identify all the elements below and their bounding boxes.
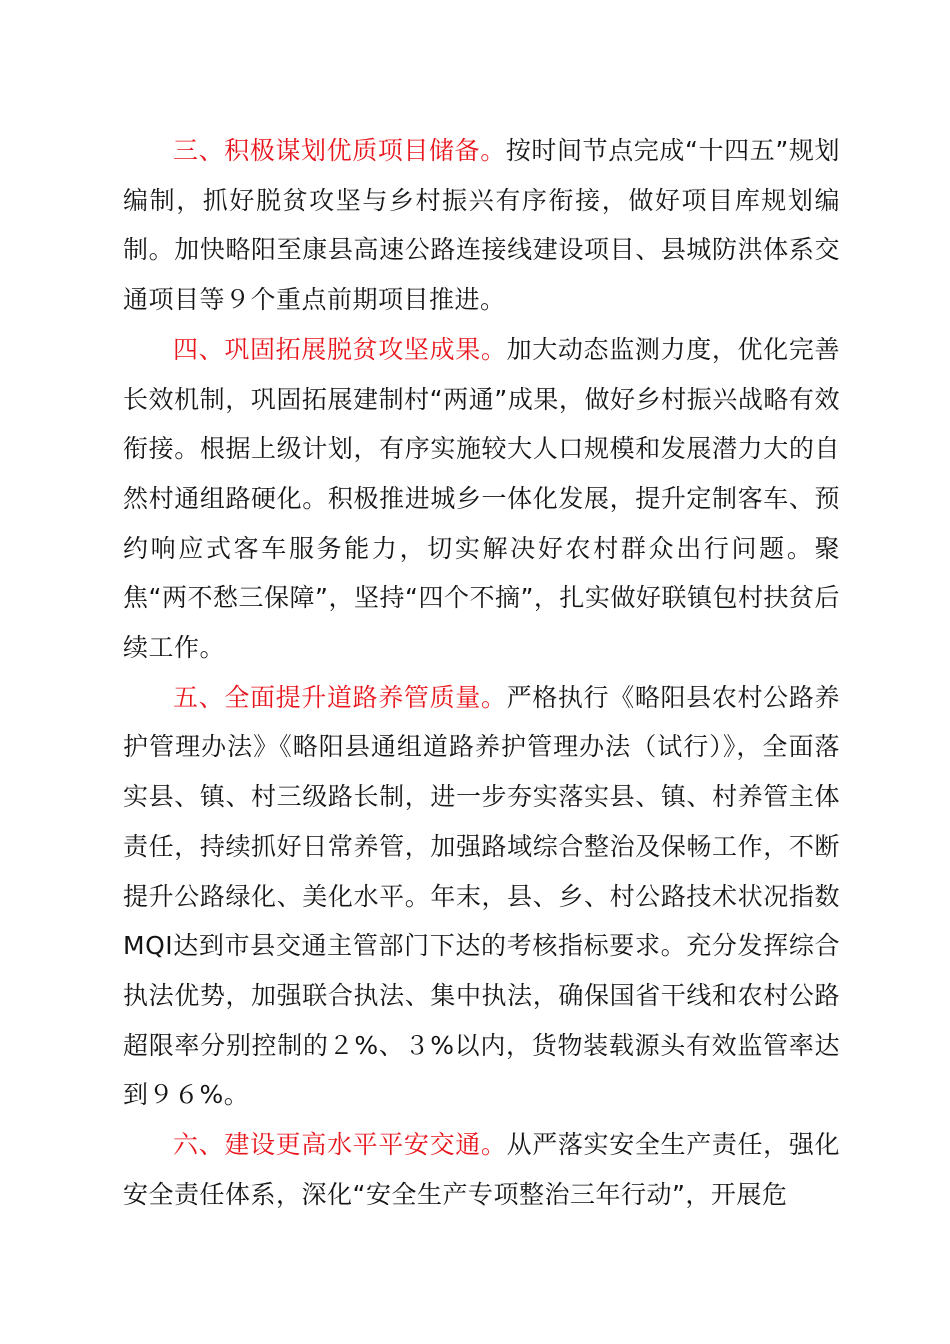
paragraph-heading: 六、建设更高水平平安交通。: [173, 1130, 507, 1160]
paragraph-text: 从严落实安全生产责任，强化安全责任体系，深化“安全生产专项整治三年行动”，开展危: [123, 1130, 840, 1209]
paragraph-poverty-alleviation: [123, 325, 840, 673]
paragraph-heading: 三、积极谋划优质项目储备。: [173, 136, 506, 165]
paragraph-safe-transport: [123, 1120, 840, 1219]
paragraph-heading: 四、巩固拓展脱贫攻坚成果。: [173, 334, 507, 364]
paragraph-text: 加大动态监测力度，优化完善长效机制，巩固拓展建制村“两通”成果，做好乡村振兴战略有效衔接。根据上级计划，有序实施较大人口规模和发展潜力大的自然村通组路硬化。积极推进城乡一体化发展，提升定制客车、预约响应式客车服务能力，切实解决好农村群众出行问题。聚焦“两不愁三保障”，坚持“四个不摘”，扎实做好联镇包村扶贫后续工作。: [123, 334, 840, 663]
document-body: [123, 126, 840, 1219]
paragraph-road-maintenance: [123, 673, 840, 1120]
paragraph-project-reserve: [123, 126, 840, 325]
paragraph-text: 严格执行《略阳县农村公路养护管理办法》《略阳县通组道路养护管理办法（试行）》，全面落实县、镇、村三级路长制，进一步夯实落实县、镇、村养管主体责任，持续抓好日常养管，加强路域综合整治及保畅工作，不断提升公路绿化、美化水平。年末，县、乡、村公路技术状况指数MQI达到市县交通主管部门下达的考核指标要求。充分发挥综合执法优势，加强联合执法、集中执法，确保国省干线和农村公路超限率分别控制的２%、３%以内，货物装载源头有效监管率达到９６%。: [123, 682, 840, 1110]
paragraph-text: 按时间节点完成“十四五”规划编制，抓好脱贫攻坚与乡村振兴有序衔接，做好项目库规划编制。加快略阳至康县高速公路连接线建设项目、县城防洪体系交通项目等９个重点前期项目推进。: [123, 136, 840, 315]
paragraph-heading: 五、全面提升道路养管质量。: [173, 682, 507, 712]
